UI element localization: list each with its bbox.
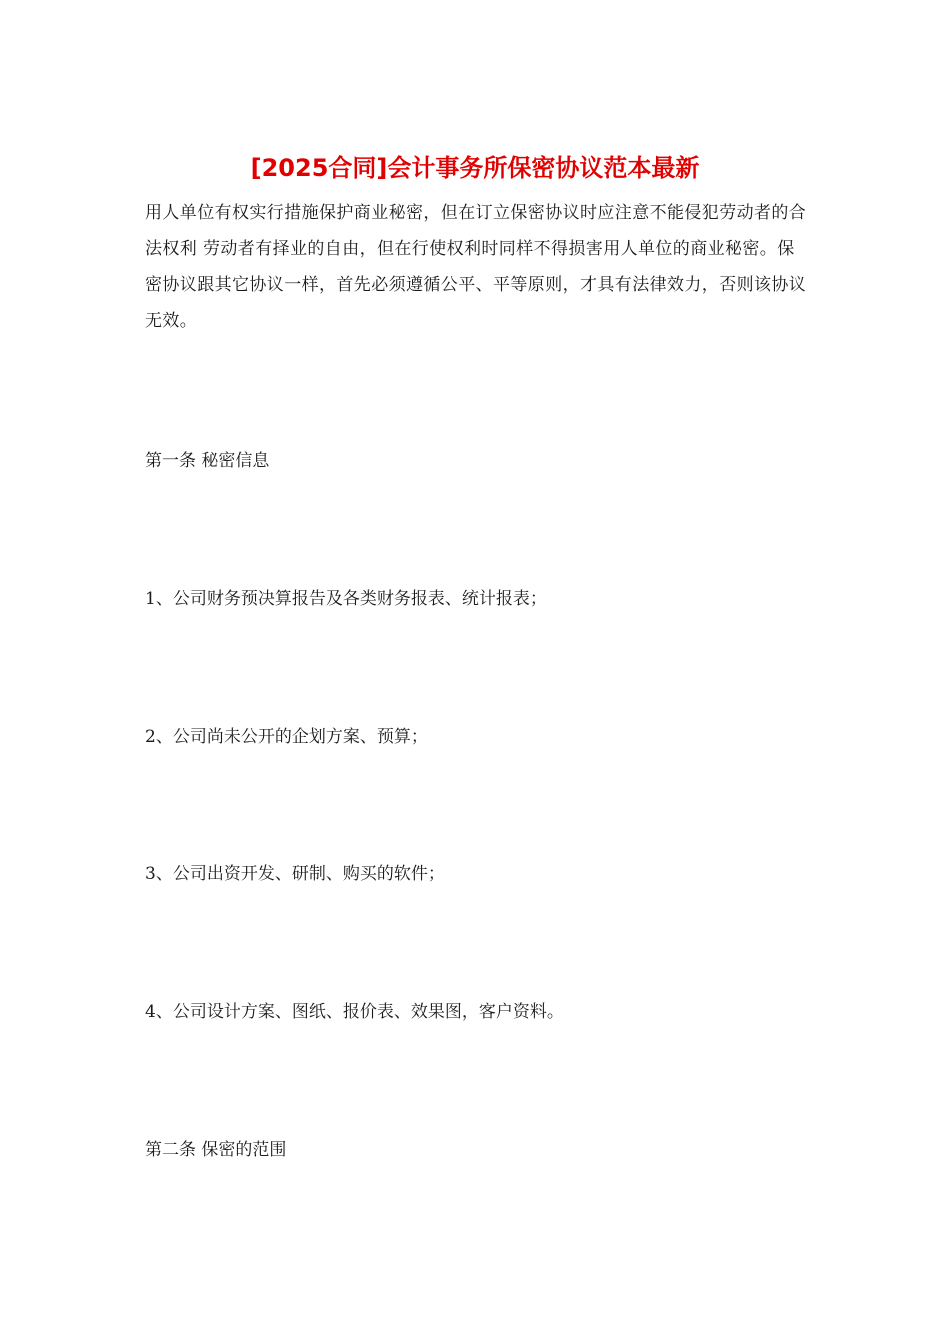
- article-1-item-2: 2、公司尚未公开的企划方案、预算；: [145, 727, 428, 747]
- intro-paragraph: 用人单位有权实行措施保护商业秘密，但在订立保密协议时应注意不能侵犯劳动者的合法权利 劳动者有择业的自由，但在行使权利时同样不得损害用人单位的商业秘密。保密协议跟其它协议一样，首先必须遵循公平、平等原则，才具有法律效力，否则该协议无效。: [145, 203, 807, 331]
- article-2-heading: 第二条 保密的范围: [145, 1140, 287, 1160]
- document-title: [2025合同]会计事务所保密协议范本最新: [250, 154, 700, 182]
- article-1-item-4: 4、公司设计方案、图纸、报价表、效果图，客户资料。: [145, 1002, 564, 1022]
- article-1-heading: 第一条 秘密信息: [145, 451, 270, 471]
- article-1-item-1: 1、公司财务预决算报告及各类财务报表、统计报表；: [145, 589, 547, 609]
- article-1-item-3: 3、公司出资开发、研制、购买的软件；: [145, 864, 445, 884]
